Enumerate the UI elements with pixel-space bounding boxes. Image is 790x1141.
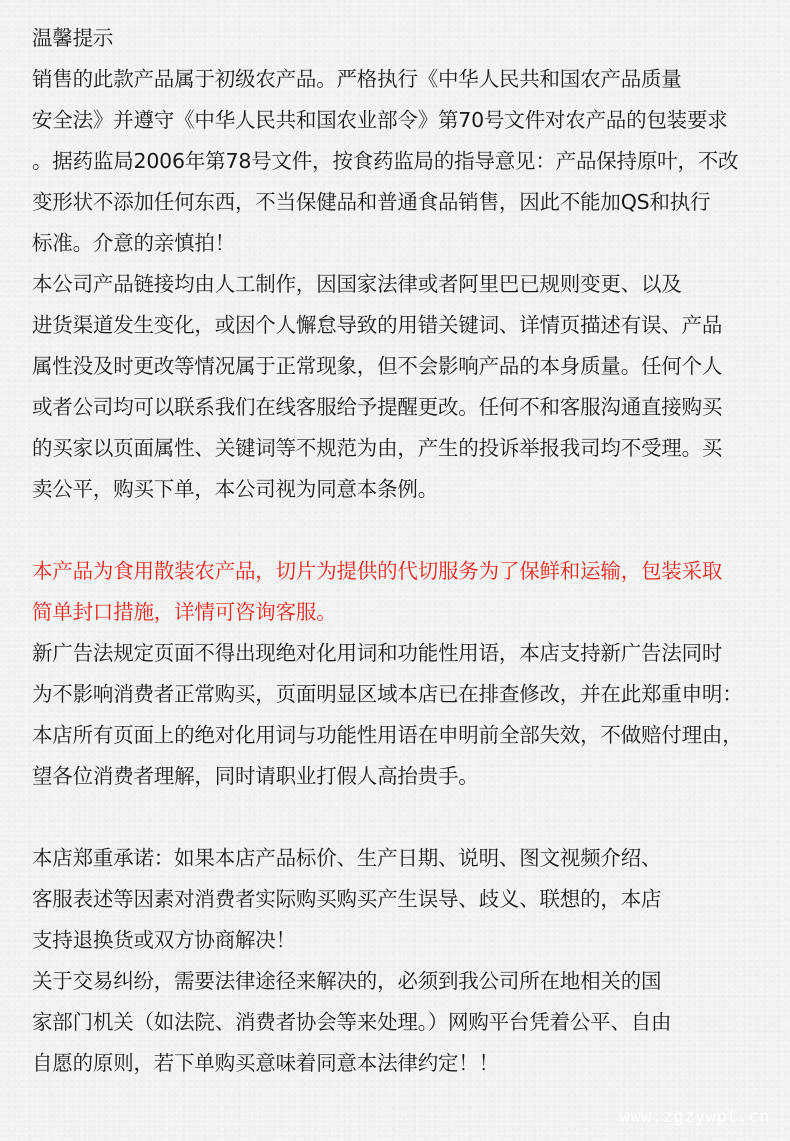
paragraph2-line: 本公司产品链接均由人工制作，因国家法律或者阿里巴已规则变更、以及 bbox=[32, 272, 682, 296]
paragraph3-line: 本店所有页面上的绝对化用词与功能性用语在申明前全部失效，不做赔付理由， bbox=[32, 723, 743, 747]
paragraph4-line: 自愿的原则，若下单购买意味着同意本法律约定！！ bbox=[32, 1051, 499, 1075]
red-warning-line: 简单封口措施，详情可咨询客服。 bbox=[32, 600, 337, 624]
paragraph2-line: 或者公司均可以联系我们在线客服给予提醒更改。任何不和客服沟通直接购买 bbox=[32, 395, 723, 419]
paragraph4-line: 支持退换货或双方协商解决！ bbox=[32, 928, 296, 952]
red-warning-line: 本产品为食用散装农产品，切片为提供的代切服务为了保鲜和运输，包装采取 bbox=[32, 559, 723, 583]
paragraph2-line: 的买家以页面属性、关键词等不规范为由，产生的投诉举报我司均不受理。买 bbox=[32, 436, 723, 460]
paragraph4-line: 家部门机关（如法院、消费者协会等来处理。）网购平台凭着公平、自由 bbox=[32, 1010, 672, 1034]
paragraph4-line: 客服表述等因素对消费者实际购买购买产生误导、歧义、联想的，本店 bbox=[32, 887, 662, 911]
notice-document bbox=[32, 26, 772, 1092]
paragraph3-line: 新广告法规定页面不得出现绝对化用词和功能性用语，本店支持新广告法同时 bbox=[32, 641, 723, 665]
paragraph1-line: 销售的此款产品属于初级农产品。严格执行《中华人民共和国农产品质量 bbox=[32, 67, 682, 91]
paragraph4-line: 本店郑重承诺：如果本店产品标价、生产日期、说明、图文视频介绍、 bbox=[32, 846, 662, 870]
paragraph1-line: 。据药监局2006年第78号文件，按食药监局的指导意见：产品保持原叶，不改 bbox=[32, 149, 739, 173]
paragraph3-line: 为不影响消费者正常购买，页面明显区域本店已在排查修改，并在此郑重申明： bbox=[32, 682, 743, 706]
paragraph3-line: 望各位消费者理解，同时请职业打假人高抬贵手。 bbox=[32, 764, 479, 788]
paragraph-gap bbox=[32, 805, 772, 846]
paragraph1-line: 标准。介意的亲慎拍！ bbox=[32, 231, 235, 255]
paragraph1-line: 安全法》并遵守《中华人民共和国农业部令》第70号文件对农产品的包装要求 bbox=[32, 108, 728, 132]
watermark-text: www.zgzywpt.cn bbox=[619, 1107, 770, 1127]
notice-title: 温馨提示 bbox=[32, 26, 114, 50]
paragraph2-line: 进货渠道发生变化，或因个人懈怠导致的用错关键词、详情页描述有误、产品 bbox=[32, 313, 723, 337]
paragraph2-line: 卖公平，购买下单，本公司视为同意本条例。 bbox=[32, 477, 438, 501]
paragraph2-line: 属性没及时更改等情况属于正常现象，但不会影响产品的本身质量。任何个人 bbox=[32, 354, 723, 378]
paragraph-gap bbox=[32, 518, 772, 559]
paragraph4-line: 关于交易纠纷，需要法律途径来解决的，必须到我公司所在地相关的国 bbox=[32, 969, 662, 993]
paragraph1-line: 变形状不添加任何东西，不当保健品和普通食品销售，因此不能加QS和执行 bbox=[32, 190, 711, 214]
